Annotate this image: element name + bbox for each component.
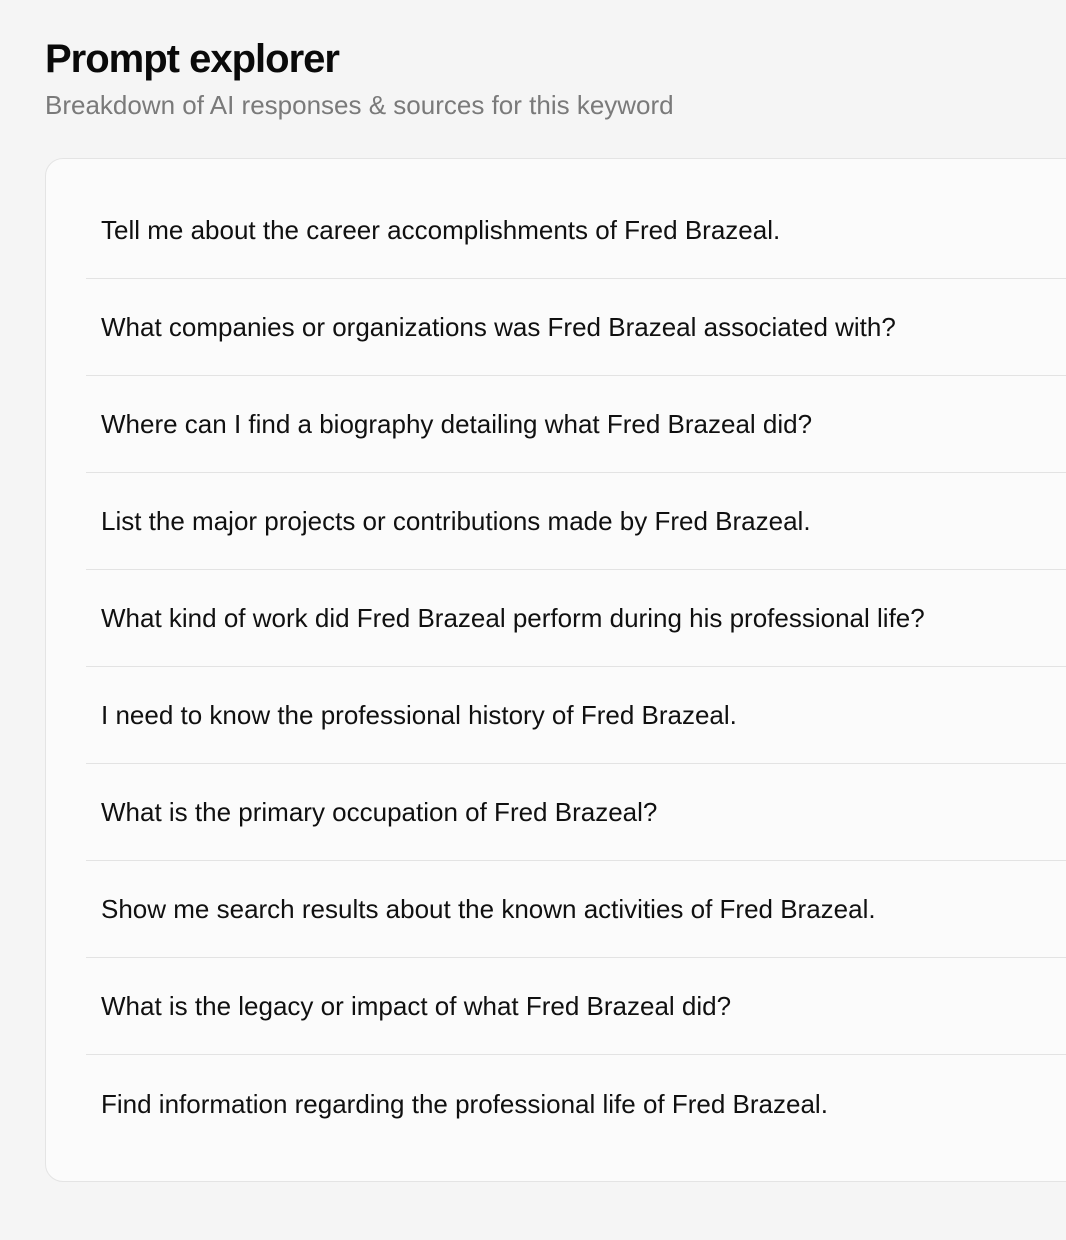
page-title: Prompt explorer: [45, 37, 339, 81]
prompt-row[interactable]: [86, 182, 1066, 279]
prompt-text: I need to know the professional history of Fred Brazeal.: [101, 700, 737, 730]
prompt-row[interactable]: [86, 861, 1066, 958]
prompt-row[interactable]: [86, 279, 1066, 376]
prompt-row[interactable]: [86, 764, 1066, 861]
prompt-row[interactable]: [86, 667, 1066, 764]
prompt-row[interactable]: [86, 958, 1066, 1055]
prompt-row[interactable]: [86, 1055, 1066, 1152]
prompt-row[interactable]: [86, 473, 1066, 570]
page-subtitle: Breakdown of AI responses & sources for this keyword: [45, 90, 674, 120]
prompt-text: List the major projects or contributions made by Fred Brazeal.: [101, 506, 811, 536]
prompt-text: What is the primary occupation of Fred Brazeal?: [101, 797, 658, 827]
prompt-text: What kind of work did Fred Brazeal perform during his professional life?: [101, 603, 925, 633]
prompt-list-card: [45, 158, 1066, 1182]
prompt-text: What is the legacy or impact of what Fred Brazeal did?: [101, 991, 732, 1021]
prompt-text: What companies or organizations was Fred Brazeal associated with?: [101, 312, 896, 342]
page-header: [45, 34, 674, 122]
prompt-text: Show me search results about the known activities of Fred Brazeal.: [101, 894, 876, 924]
prompt-text: Where can I find a biography detailing what Fred Brazeal did?: [101, 409, 813, 439]
prompt-text: Tell me about the career accomplishments of Fred Brazeal.: [101, 215, 781, 245]
prompt-list: [46, 159, 1066, 1152]
prompt-row[interactable]: [86, 376, 1066, 473]
prompt-row[interactable]: [86, 570, 1066, 667]
prompt-text: Find information regarding the professional life of Fred Brazeal.: [101, 1088, 828, 1119]
